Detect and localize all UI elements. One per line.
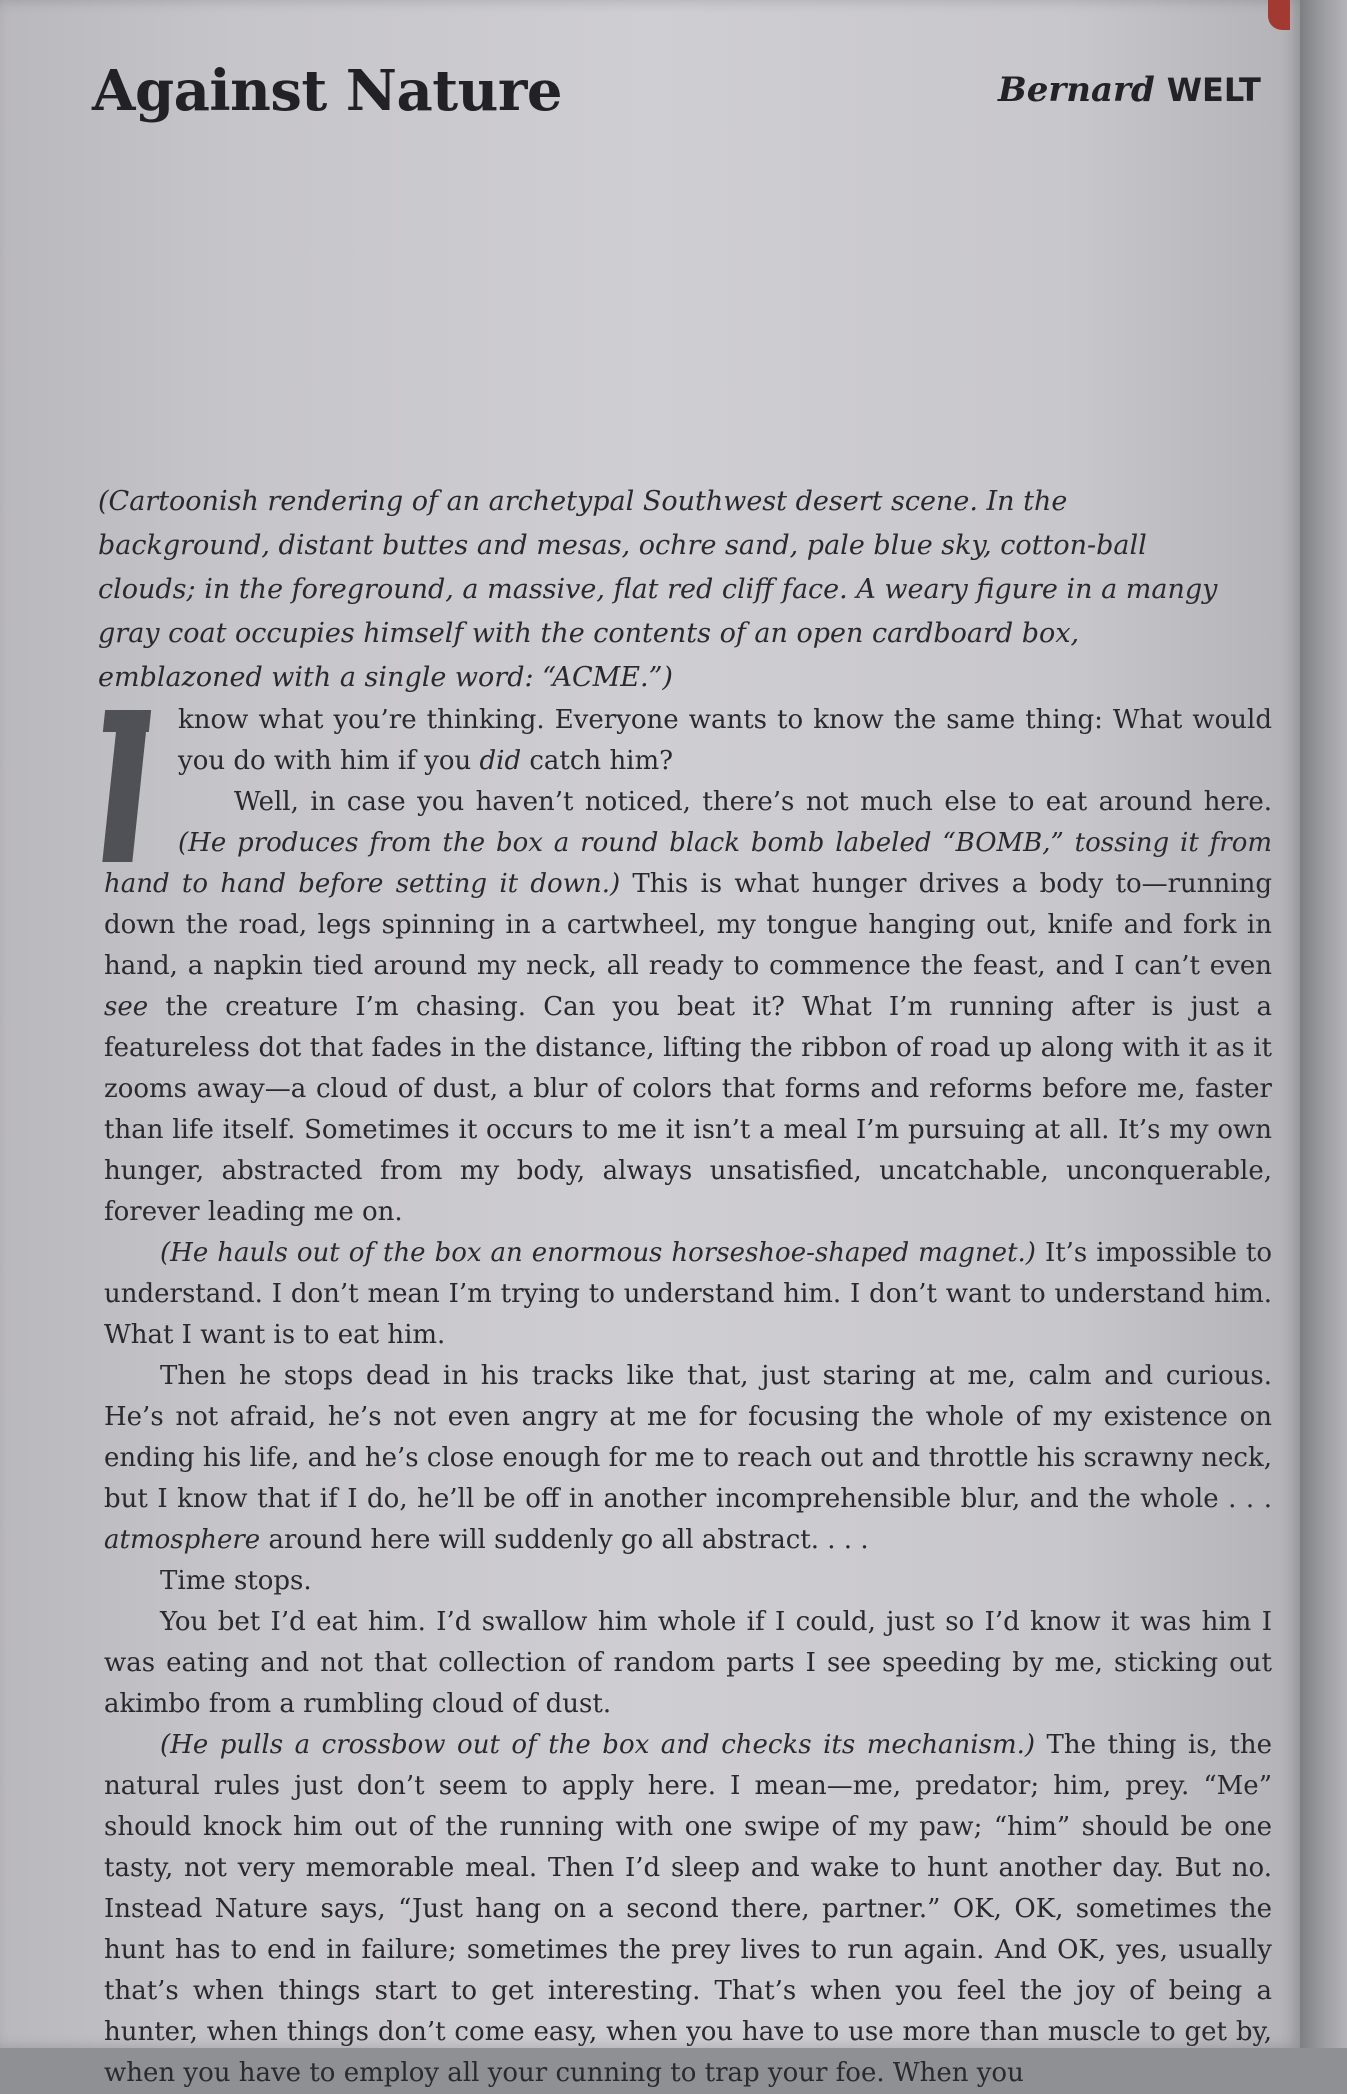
paragraph-3 (104, 1233, 1272, 1356)
paragraph-6 (104, 1602, 1272, 1725)
paragraph-4-text: Then he stops dead in his tracks like that, just staring at me, calm and curious. He’s not afraid, he’s not even angry at me for focusing the whole of my existence on ending his life, and he’s close enough for me to reach out and throttle his scrawny neck, but I know that if I do, he’ll be off in another incomprehensible blur, and the whole . . . (104, 1361, 1272, 1514)
paragraph-1 (104, 700, 1272, 782)
paragraph-4-tail: around here will suddenly go all abstract. . . . (260, 1525, 869, 1555)
paragraph-1-text: know what you’re thinking. Everyone wants to know the same thing: What would you do with him if you (178, 705, 1272, 776)
red-cover-corner (1268, 0, 1290, 30)
paragraph-5 (104, 1561, 1272, 1602)
paragraph-7-stage-direction: (He pulls a crossbow out of the box and checks its mechanism.) (160, 1730, 1036, 1760)
paragraph-4 (104, 1356, 1272, 1561)
author-name (998, 70, 1261, 110)
paragraph-2-tail: the creature I’m chasing. Can you beat it? What I’m running after is just a featureless dot that fades in the distance, lifting the ribbon of road up along with it as it zooms away—a cloud of dust, a blur of colors that forms and reforms before me, faster than life itself. Sometimes it occurs to me it isn’t a meal I’m pursuing at all. It’s my own hunger, abstracted from my body, always unsatisfied, uncatchable, unconquerable, forever leading me on. (104, 992, 1272, 1227)
paragraph-6-text: You bet I’d eat him. I’d swallow him whole if I could, just so I’d know it was him I was eating and not that collection of random parts I see speeding by me, sticking out akimbo from a rumbling cloud of dust. (104, 1607, 1272, 1719)
stage-direction-intro: (Cartoonish rendering of an archetypal Southwest desert scene. In the background, distant buttes and mesas, ochre sand, pale blue sky, cotton-ball clouds; in the foreground, a massive, flat red cliff face. A weary figure in a mangy gray coat occupies himself with the contents of an open cardboard box, emblazoned with a single word: “ACME.”) (98, 486, 1218, 693)
paragraph-4-emphasis: atmosphere (104, 1525, 261, 1555)
page-edge-shadow (1300, 0, 1347, 2048)
paragraph-2-text: Well, in case you haven’t noticed, there’s not much else to eat around here. (234, 787, 1272, 817)
author-first-name: Bernard (998, 70, 1155, 110)
paragraph-7 (104, 1725, 1272, 2094)
paragraph-1-emphasis: did (479, 746, 522, 776)
paragraph-2-stage-direction: (He produces from the box a round black bomb labeled “BOMB,” tossing it from hand to hand before setting it down.) (104, 828, 1272, 899)
drop-cap (104, 710, 164, 862)
paragraph-1-tail: catch him? (521, 746, 674, 776)
paragraph-2-middle: This is what hunger drives a body to—running down the road, legs spinning in a cartwheel, my tongue hanging out, knife and fork in hand, a napkin tied around my neck, all ready to commence the feast, and I can’t even (104, 869, 1272, 981)
body-text (104, 700, 1272, 2094)
drop-cap-letter (102, 716, 147, 862)
author-last-name: WELT (1166, 71, 1261, 109)
paragraph-7-tail: The thing is, the natural rules just don’t seem to apply here. I mean—me, predator; him, prey. “Me” should knock him out of the running with one swipe of my paw; “him” should be one tasty, not very memorable meal. Then I’d sleep and wake to hunt another day. But no. Instead Nature says, “Just hang on a second there, partner.” OK, OK, sometimes the hunt has to end in failure; sometimes the prey lives to run again. And OK, yes, usually that’s when things start to get interesting. That’s when you feel the joy of being a hunter, when things don’t come easy, when you have to use more than muscle to get by, when you have to employ all your cunning to trap your foe. When you (104, 1730, 1272, 2088)
paragraph-2 (104, 782, 1272, 1233)
paragraph-3-tail: It’s impossible to understand. I don’t mean I’m trying to understand him. I don’t want to understand him. What I want is to eat him. (104, 1238, 1272, 1350)
paragraph-2-emphasis: see (104, 992, 149, 1022)
page-title: Against Nature (92, 58, 562, 124)
paragraph-5-text: Time stops. (160, 1566, 312, 1596)
paragraph-3-stage-direction: (He hauls out of the box an enormous horseshoe-shaped magnet.) (160, 1238, 1036, 1268)
